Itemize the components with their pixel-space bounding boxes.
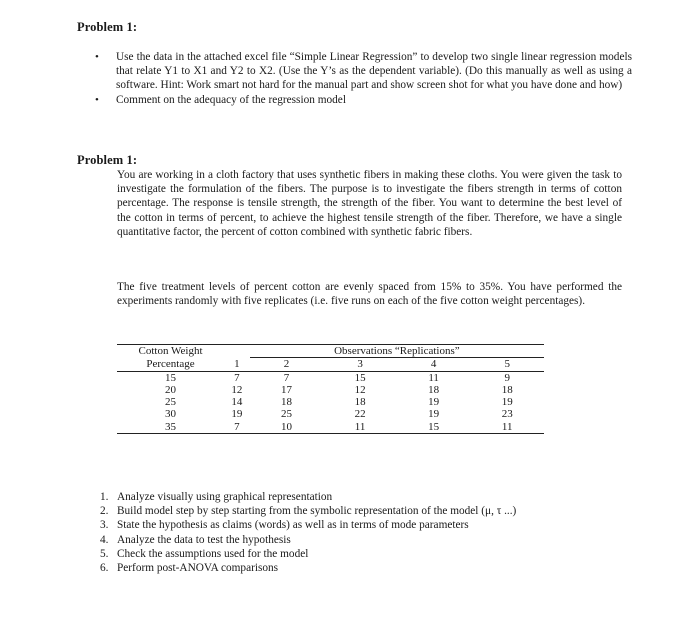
pct-cell: 35 — [117, 421, 224, 434]
column-header: 2 — [250, 358, 324, 371]
column-header: 5 — [470, 358, 544, 371]
value-cell: 19 — [428, 396, 440, 409]
pct-cell: 25 — [165, 396, 176, 409]
list-item — [92, 50, 632, 93]
column-header: 3 — [323, 358, 397, 371]
value-cell: 19 — [501, 396, 513, 409]
problem-1-heading: Problem 1: — [77, 20, 138, 34]
value-cell: 18 — [501, 383, 513, 396]
bullet-icon: • — [95, 93, 99, 106]
column-header: 4 — [397, 358, 471, 371]
pct-cell: 30 — [165, 408, 176, 421]
list-item: 2. Build model step by step starting from the symbolic representation of the model (μ, τ ...) — [100, 505, 517, 518]
value-cell: 15 — [397, 421, 471, 434]
list-item: 6. Perform post-ANOVA comparisons — [100, 562, 279, 575]
value-cell: 15 — [354, 371, 366, 384]
list-item: 3. State the hypothesis as claims (words) as well as in terms of mode parameters — [100, 519, 469, 532]
bullet-text: Comment on the adequacy of the regression model — [116, 93, 346, 106]
value-cell: 18 — [281, 396, 293, 409]
value-cell: 11 — [323, 421, 397, 434]
table-row — [117, 384, 544, 396]
column-header: 1 — [224, 358, 250, 371]
value-cell: 9 — [504, 371, 510, 384]
pct-cell: 20 — [165, 383, 176, 396]
table-row — [117, 421, 544, 434]
value-cell: 7 — [234, 371, 240, 384]
value-cell: 19 — [231, 408, 243, 421]
group-header: Observations “Replications” — [250, 345, 544, 358]
value-cell: 12 — [231, 383, 243, 396]
treatment-description: The five treatment levels of percent cotton are evenly spaced from 15% to 35%. You have performed the experiments randomly with five replicates (i.e. five runs on each of the five cotton weight percentages). — [117, 281, 622, 308]
value-cell: 19 — [428, 408, 440, 421]
value-cell: 18 — [428, 383, 440, 396]
task-steps-list — [100, 490, 516, 575]
list-item — [92, 93, 632, 107]
observations-table — [117, 344, 544, 434]
value-cell: 7 — [224, 421, 250, 434]
value-cell: 7 — [283, 371, 290, 384]
value-cell: 18 — [354, 396, 366, 409]
table-row — [117, 371, 544, 384]
value-cell: 14 — [231, 396, 243, 409]
list-item: 4. Analyze the data to test the hypothesis — [100, 533, 291, 546]
value-cell: 17 — [281, 383, 293, 396]
bullet-text: Use the data in the attached excel file “Simple Linear Regression” to develop two single linear regression models that relate Y1 to X1 and Y2 to X2. (Use the Y’s as the dependent variable). (Do this manually as well as using a software. Hint: Work smart not hard for the manual part and show screen shot for what you have done and how) — [116, 51, 632, 92]
problem-2-heading: Problem 1: — [77, 153, 138, 167]
bullet-icon: • — [95, 51, 99, 63]
problem-description: You are working in a cloth factory that uses synthetic fibers in making these cloths. You were given the task to investigate the formulation of the fibers. The purpose is to investigate the fibers strength in terms of cotton percentage. The response is tensile strength, the strength of the fiber. You want to determine the best level of the cotton in terms of percent, to achieve the highest tensile strength of the fiber. Therefore, we have a single quantitative factor, the percent of cotton combined with synthetic fabric fibers. — [117, 169, 622, 238]
value-cell: 11 — [428, 371, 439, 384]
row-header-line2: Percentage — [117, 358, 224, 371]
table-row — [117, 408, 544, 420]
value-cell: 11 — [470, 421, 544, 434]
value-cell: 12 — [354, 383, 366, 396]
value-cell: 10 — [250, 421, 324, 434]
value-cell: 23 — [501, 408, 513, 421]
pct-cell: 15 — [165, 371, 176, 384]
list-item: 5. Check the assumptions used for the model — [100, 547, 309, 560]
requirements-list — [92, 50, 632, 107]
row-header-line1: Cotton Weight — [117, 345, 224, 358]
list-item: 1. Analyze visually using graphical representation — [100, 491, 333, 503]
value-cell: 25 — [281, 408, 293, 421]
table-row — [117, 396, 544, 408]
value-cell: 22 — [354, 408, 366, 421]
